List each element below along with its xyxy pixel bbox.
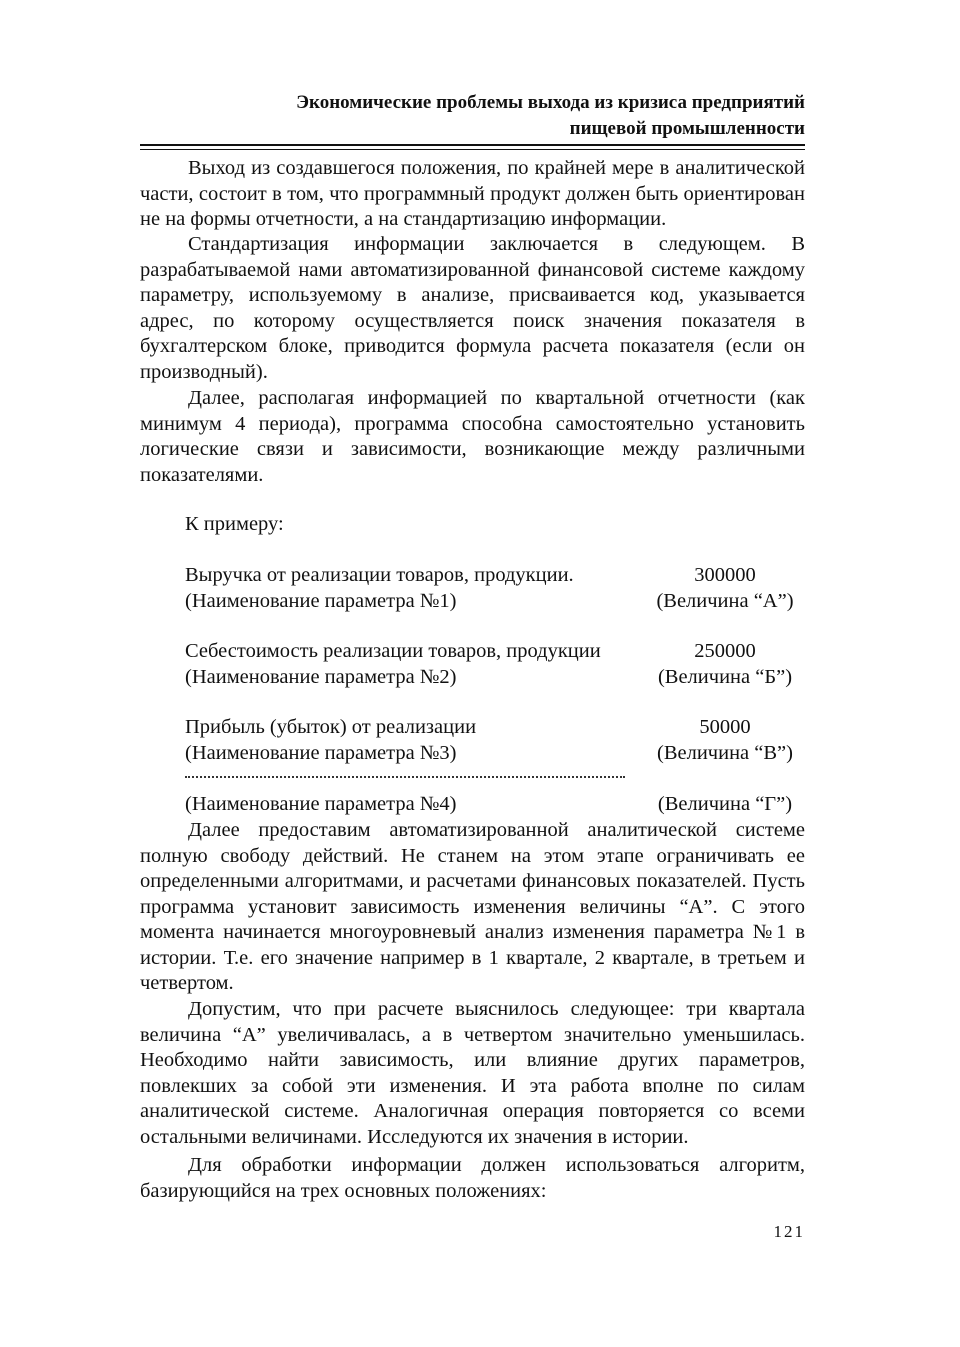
example-intro: К примеру: [185,513,284,535]
paragraph-2 [140,232,805,385]
paragraph-5-text: Допустим, что при расчете выяснилось следующее: три квартала величина “А” увеличивалась, а в четвертом значительно уменьшилась. Необходимо найти зависимость, или влияние других параметров, повлекших за собой эти изменения. И эта работа вполне по силам аналитической системе. Аналогичная операция повторяется со всеми остальными величинами. Исследуются их значения в истории. [140,998,805,1148]
row-2-sub-value: (Величина “Б”) [657,665,793,688]
paragraph-1 [140,156,805,233]
row-1-value: 300000 [694,564,756,586]
page-number: 121 [773,1222,805,1241]
row-2-label: Себестоимость реализации товаров, продукции [185,640,601,662]
row-3-label: Прибыль (убыток) от реализации [185,716,477,738]
paragraph-3 [140,386,805,488]
running-header [140,90,805,142]
paragraph-2-text: Стандартизация информации заключается в следующем. В разрабатываемой нами автоматизированной финансовой системе каждому параметру, используемому в анализе, присваивается код, указывается адрес, по которому осуществляется поиск значения показателя в бухгалтерском блоке, приводится формула расчета показателя (если он производный). [140,233,805,383]
row-3-sub-label: (Наименование параметра №3) [185,741,457,764]
row-4-sub-value: (Величина “Г”) [657,793,793,815]
header-rule [140,144,805,146]
paragraph-5 [140,997,805,1150]
paragraph-4-text: Далее предоставим автоматизированной аналитической системе полную свободу действий. Не станем на этом этапе ограничивать ее определенными алгоритмами, и расчетами финансовых показателей. Пусть программа установит зависимость изменения величины “А”. С этого момента начинается многоуровневый анализ изменения параметра №1 в истории. Т.е. его значение например в 1 квартале, 2 квартале, в третьем и четвертом. [140,819,805,994]
row-2-sub-label: (Наименование параметра №2) [185,665,457,688]
row-1-sub-value: (Величина “А”) [656,589,794,612]
paragraph-6 [140,1153,805,1204]
row-1-sub-label: (Наименование параметра №1) [185,589,457,612]
row-1-label: Выручка от реализации товаров, продукции. [185,564,574,586]
header-rule-thin [140,149,805,150]
row-2-value: 250000 [694,640,756,662]
example-row-2 [185,639,805,690]
paragraph-1-text: Выход из создавшегося положения, по крайней мере в аналитической части, состоит в том, что программный продукт должен быть ориентирован не на формы отчетности, а на стандартизацию информации. [140,157,805,230]
paragraph-3-text: Далее, располагая информацией по квартальной отчетности (как минимум 4 периода), программа способна самостоятельно установить логические связи и зависимости, возникающие между различными показателями. [140,387,805,486]
row-3-sub-value: (Величина “В”) [657,741,793,764]
header-line-2: пищевой промышленности [569,118,805,139]
row-3-value: 50000 [699,716,751,738]
example-row-3 [185,715,805,766]
header-line-1: Экономические проблемы выхода из кризиса предприятий [296,92,805,113]
dotted-separator [185,766,625,778]
example-row-1 [185,563,805,614]
example-row-4 [185,792,805,818]
row-4-sub-label: (Наименование параметра №4) [185,793,457,815]
paragraph-4 [140,818,805,997]
paragraph-6-text: Для обработки информации должен использоваться алгоритм, базирующийся на трех основных положениях: [140,1154,805,1202]
